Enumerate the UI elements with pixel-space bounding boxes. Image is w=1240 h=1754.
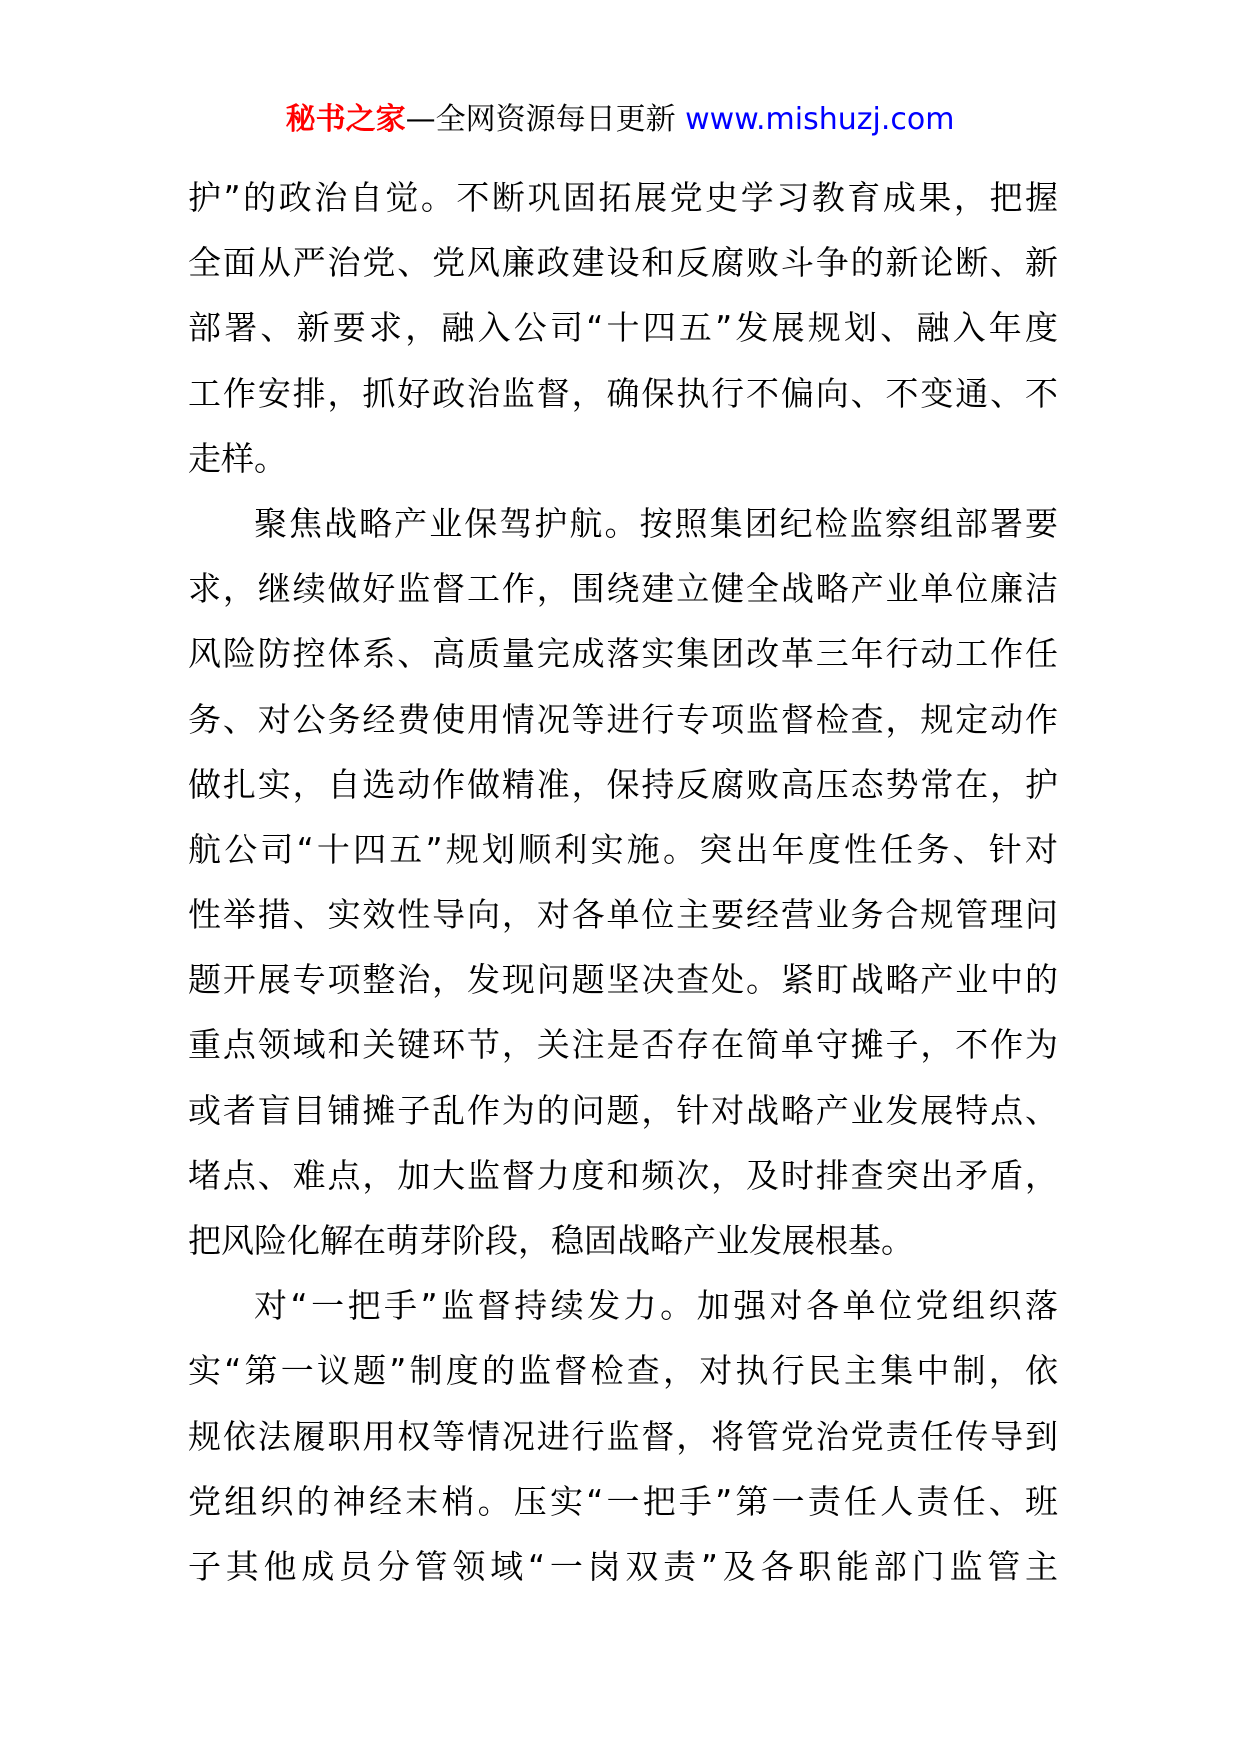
text-line: 规依法履职用权等情况进行监督，将管党治党责任传导到 bbox=[188, 1416, 1058, 1456]
text-line: 重点领域和关键环节，关注是否存在简单守摊子，不作为 bbox=[188, 1025, 1058, 1065]
text-line: 走样。 bbox=[188, 438, 287, 478]
text-line: 子其他成员分管领域“一岗双责”及各职能部门监管主 bbox=[188, 1546, 1058, 1586]
text-line: 性举措、实效性导向，对各单位主要经营业务合规管理问 bbox=[188, 895, 1058, 935]
text-line: 全面从严治党、党风廉政建设和反腐败斗争的新论断、新 bbox=[188, 243, 1058, 283]
text-line: 部署、新要求，融入公司“十四五”发展规划、融入年度 bbox=[188, 308, 1058, 348]
text-line: 做扎实，自选动作做精准，保持反腐败高压态势常在，护 bbox=[188, 764, 1058, 804]
text-line: 把风险化解在萌芽阶段，稳固战略产业发展根基。 bbox=[188, 1221, 914, 1260]
text-line: 党组织的神经末梢。压实“一把手”第一责任人责任、班 bbox=[188, 1481, 1058, 1521]
text-line: 聚焦战略产业保驾护航。按照集团纪检监察组部署要 bbox=[254, 503, 1058, 543]
brand-name: 秘书之家 bbox=[285, 102, 406, 137]
header-tagline: —全网资源每日更新 bbox=[405, 102, 686, 137]
paragraph bbox=[188, 1273, 1058, 1599]
text-line: 实“第一议题”制度的监督检查，对执行民主集中制，依 bbox=[188, 1351, 1058, 1391]
text-line: 航公司“十四五”规划顺利实施。突出年度性任务、针对 bbox=[188, 829, 1058, 869]
text-line: 对“一把手”监督持续发力。加强对各单位党组织落 bbox=[254, 1286, 1058, 1326]
text-line: 风险防控体系、高质量完成落实集团改革三年行动工作任 bbox=[188, 634, 1058, 674]
paragraph bbox=[188, 491, 1058, 1273]
text-line: 护”的政治自觉。不断巩固拓展党史学习教育成果，把握 bbox=[188, 178, 1058, 217]
text-line: 或者盲目铺摊子乱作为的问题，针对战略产业发展特点、 bbox=[188, 1090, 1058, 1130]
text-line: 务、对公务经费使用情况等进行专项监督检查，规定动作 bbox=[188, 699, 1058, 739]
site-url-link[interactable]: www.mishuzj.com bbox=[685, 102, 955, 137]
text-line: 题开展专项整治，发现问题坚决查处。紧盯战略产业中的 bbox=[188, 960, 1058, 1000]
text-line: 求，继续做好监督工作，围绕建立健全战略产业单位廉洁 bbox=[188, 569, 1058, 609]
paragraph bbox=[188, 165, 1058, 491]
document-body bbox=[188, 165, 1058, 1599]
text-line: 堵点、难点，加大监督力度和频次，及时排查突出矛盾， bbox=[188, 1155, 1058, 1195]
site-header bbox=[0, 100, 1240, 140]
text-line: 工作安排，抓好政治监督，确保执行不偏向、不变通、不 bbox=[188, 373, 1058, 413]
